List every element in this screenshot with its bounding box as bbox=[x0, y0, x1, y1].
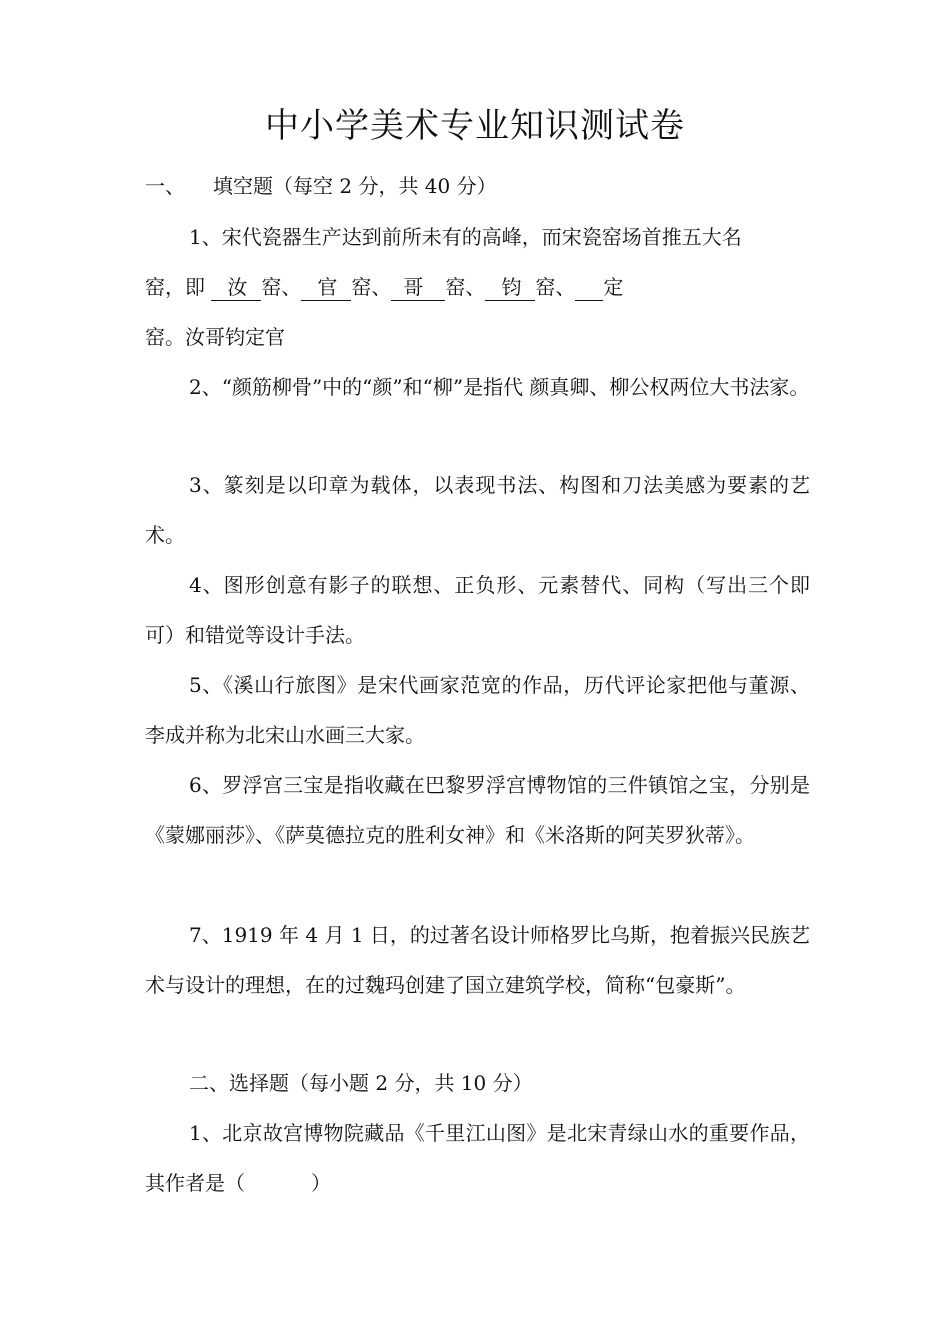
kiln-text-3: 窑 bbox=[445, 275, 466, 299]
answer-blank-1: 汝 bbox=[211, 274, 261, 301]
sep-4: 、 bbox=[555, 275, 576, 299]
question-6: 6、罗浮宫三宝是指收藏在巴黎罗浮宫博物馆的三件镇馆之宝，分别是《蒙娜丽莎》、《萨莫德拉克的胜利女神》和《米洛斯的阿芙罗狄蒂》。 bbox=[145, 773, 810, 847]
question-4: 4、图形创意有影子的联想、正负形、元素替代、同构（写出三个即可）和错觉等设计手法。 bbox=[145, 573, 810, 647]
question-7: 7、1919 年 4 月 1 日，的过著名设计师格罗比乌斯，抱着振兴民族艺术与设计的理想，在的过魏玛创建了国立建筑学校，简称“包豪斯”。 bbox=[145, 923, 810, 997]
section-2-question-1-text: 1、北京故宫博物院藏品《千里江山图》是北宋青绿山水的重要作品，其作者是（ bbox=[145, 1121, 810, 1195]
answer-blank-2: 官 bbox=[301, 274, 351, 301]
answer-blank-3: 哥 bbox=[391, 274, 445, 301]
kiln-text-2: 窑 bbox=[351, 275, 372, 299]
page-title: 中小学美术专业知识测试卷 bbox=[265, 106, 685, 146]
answer-blank-5 bbox=[575, 274, 603, 301]
question-3: 3、篆刻是以印章为载体，以表现书法、构图和刀法美感为要素的艺术。 bbox=[145, 473, 810, 547]
question-5: 5、《溪山行旅图》是宋代画家范宽的作品，历代评论家把他与董源、李成并称为北宋山水画三大家。 bbox=[145, 673, 810, 747]
question-1 bbox=[145, 212, 810, 262]
question-2: 2、“颜筋柳骨”中的“颜”和“柳”是指代 颜真卿、柳公权两位大书法家。 bbox=[189, 375, 810, 399]
answer-paren-close: ） bbox=[311, 1171, 331, 1195]
question-1-line-3: 窑。汝哥钧定官 bbox=[145, 325, 285, 349]
sep-1: 、 bbox=[281, 275, 302, 299]
section-1-number: 一、 bbox=[145, 174, 185, 198]
question-1-line-1: 1、宋代瓷器生产达到前所未有的高峰，而宋瓷窑场首推五大名 bbox=[189, 225, 742, 249]
section-1-heading bbox=[145, 168, 497, 204]
section-2-heading: 二、选择题（每小题 2 分，共 10 分） bbox=[189, 1071, 533, 1095]
kiln-text-4: 窑 bbox=[535, 275, 556, 299]
sep-2: 、 bbox=[371, 275, 392, 299]
question-1-line-2 bbox=[145, 262, 810, 312]
kiln-text-1: 窑 bbox=[261, 275, 282, 299]
sep-3: 、 bbox=[465, 275, 486, 299]
answer-5-text: 定 bbox=[603, 275, 624, 299]
section-2-question-1 bbox=[145, 1108, 810, 1208]
section-1-title: 填空题（每空 2 分，共 40 分） bbox=[213, 174, 497, 198]
question-1-prefix: 窑，即 bbox=[145, 275, 212, 299]
answer-blank-4: 钧 bbox=[485, 274, 535, 301]
